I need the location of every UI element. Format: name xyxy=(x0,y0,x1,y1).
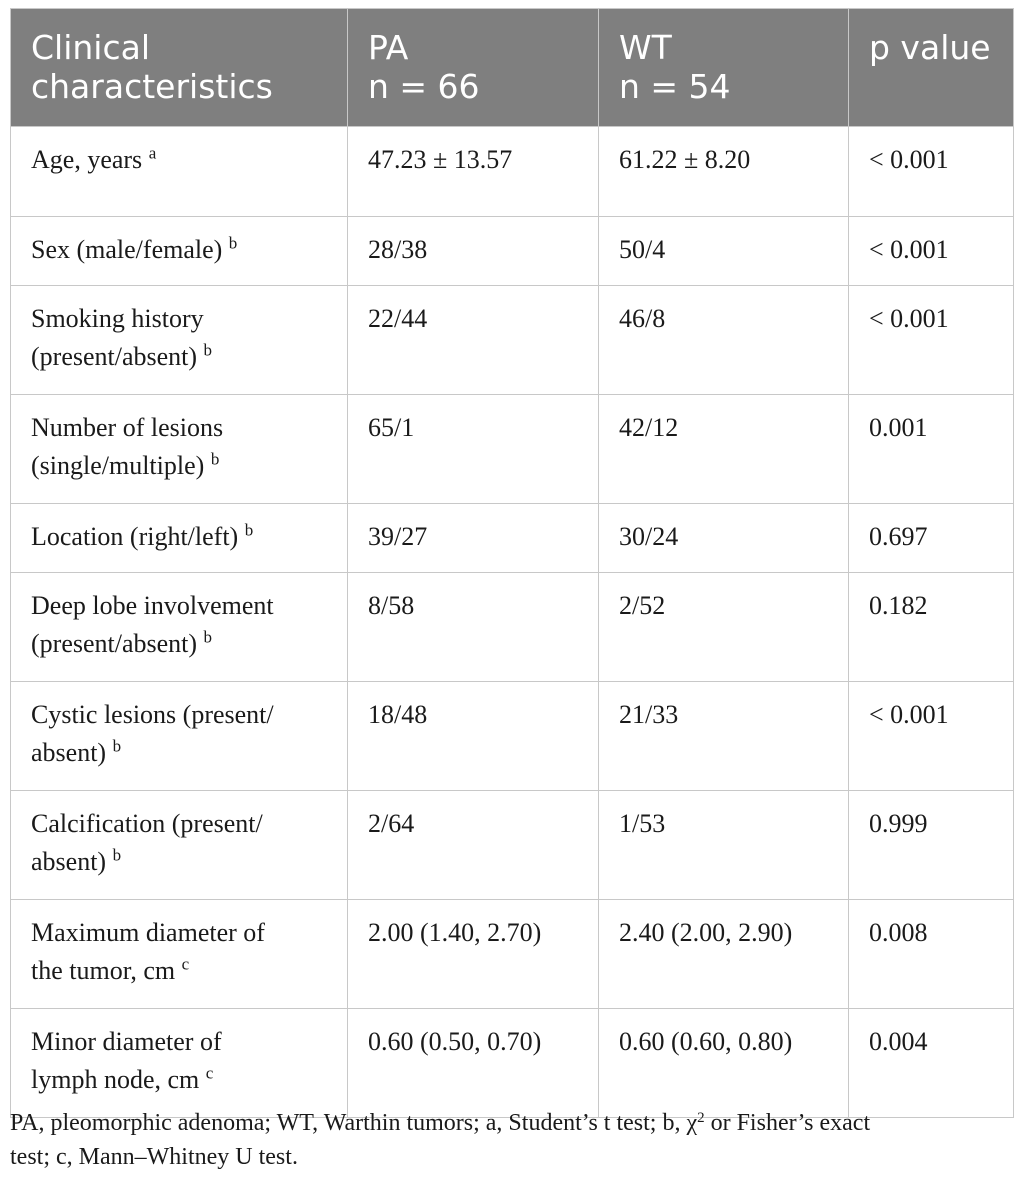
footnote-marker: b xyxy=(228,233,238,253)
pa-value: 22/44 xyxy=(348,286,599,395)
table-row-sex xyxy=(11,217,1014,286)
footnote-marker: c xyxy=(205,1063,214,1083)
pa-value: 18/48 xyxy=(348,682,599,791)
footnote-marker: b xyxy=(112,845,122,865)
wt-value: 61.22 ± 8.20 xyxy=(599,127,849,217)
table-row-deep-lobe-involvement xyxy=(11,573,1014,682)
header-pa: PA n = 66 xyxy=(348,9,599,127)
footnote-marker: a xyxy=(148,143,157,163)
row-label: Smoking history (present/absent) $^b$ xyxy=(11,286,348,395)
p-value: 0.182 xyxy=(849,573,1014,682)
table-row-location xyxy=(11,504,1014,573)
table-header xyxy=(11,9,1014,127)
pa-value: 0.60 (0.50, 0.70) xyxy=(348,1009,599,1118)
row-label: Cystic lesions (present/ absent) $^b$ xyxy=(11,682,348,791)
footnote-marker: c xyxy=(181,954,190,974)
wt-value: 1/53 xyxy=(599,791,849,900)
pa-value: 65/1 xyxy=(348,395,599,504)
table-row-cystic-lesions xyxy=(11,682,1014,791)
header-row xyxy=(11,9,1014,127)
wt-value: 0.60 (0.60, 0.80) xyxy=(599,1009,849,1118)
footnote-marker: b xyxy=(203,340,213,360)
clinical-characteristics-table-container xyxy=(10,8,1013,1118)
table-row-maximum-diameter xyxy=(11,900,1014,1009)
wt-value: 42/12 xyxy=(599,395,849,504)
wt-value: 50/4 xyxy=(599,217,849,286)
row-label: Number of lesions (single/multiple) $^b$ xyxy=(11,395,348,504)
wt-value: 21/33 xyxy=(599,682,849,791)
p-value: < 0.001 xyxy=(849,217,1014,286)
clinical-characteristics-table xyxy=(10,8,1014,1118)
footnote-marker: b xyxy=(244,520,254,540)
pa-value: 2.00 (1.40, 2.70) xyxy=(348,900,599,1009)
wt-value: 2.40 (2.00, 2.90) xyxy=(599,900,849,1009)
table-row-smoking-history xyxy=(11,286,1014,395)
p-value: 0.004 xyxy=(849,1009,1014,1118)
chi-square-superscript: 2 xyxy=(697,1109,705,1126)
p-value: 0.001 xyxy=(849,395,1014,504)
table-body xyxy=(11,127,1014,1118)
pa-value: 47.23 ± 13.57 xyxy=(348,127,599,217)
p-value: 0.697 xyxy=(849,504,1014,573)
pa-value: 8/58 xyxy=(348,573,599,682)
row-label: Sex (male/female) $^b$ xyxy=(11,217,348,286)
row-label: Location (right/left) $^b$ xyxy=(11,504,348,573)
footnote-text: PA, pleomorphic adenoma; WT, Warthin tumors; a, Student’s t test; b, χ xyxy=(10,1110,698,1136)
wt-value: 46/8 xyxy=(599,286,849,395)
row-label: Maximum diameter of the tumor, cm $^c$ xyxy=(11,900,348,1009)
row-label: Calcification (present/ absent) $^b$ xyxy=(11,791,348,900)
header-wt: WT n = 54 xyxy=(599,9,849,127)
p-value: < 0.001 xyxy=(849,682,1014,791)
p-value: 0.999 xyxy=(849,791,1014,900)
footnote-marker: b xyxy=(203,627,213,647)
table-footnote xyxy=(10,1106,1020,1174)
row-label: Deep lobe involvement (present/absent) $^b$ xyxy=(11,573,348,682)
row-label: Minor diameter of lymph node, cm $^c$ xyxy=(11,1009,348,1118)
row-label: Age, years $^a$ xyxy=(11,127,348,217)
header-clinical-characteristics: Clinical characteristics xyxy=(11,9,348,127)
p-value: < 0.001 xyxy=(849,286,1014,395)
table-row-calcification xyxy=(11,791,1014,900)
footnote-text: or Fisher’s exact xyxy=(704,1110,871,1136)
header-p-value: p value xyxy=(849,9,1014,127)
table-row-number-of-lesions xyxy=(11,395,1014,504)
table-row-minor-diameter xyxy=(11,1009,1014,1118)
pa-value: 28/38 xyxy=(348,217,599,286)
footnote-marker: b xyxy=(112,736,122,756)
footnote-text: test; c, Mann–Whitney U test. xyxy=(10,1144,298,1170)
pa-value: 39/27 xyxy=(348,504,599,573)
wt-value: 2/52 xyxy=(599,573,849,682)
footnote-marker: b xyxy=(210,449,220,469)
wt-value: 30/24 xyxy=(599,504,849,573)
table-row-age xyxy=(11,127,1014,217)
p-value: 0.008 xyxy=(849,900,1014,1009)
pa-value: 2/64 xyxy=(348,791,599,900)
p-value: < 0.001 xyxy=(849,127,1014,217)
